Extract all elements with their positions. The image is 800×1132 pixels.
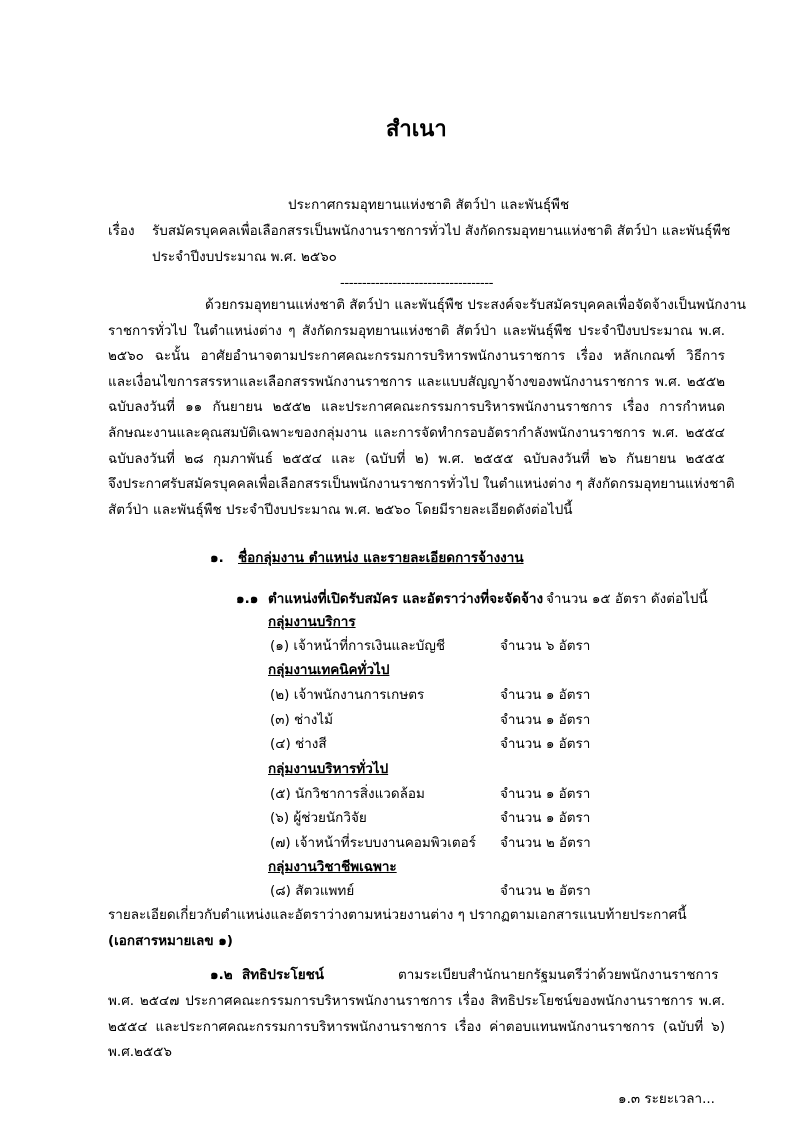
position-label: (๒) เจ้าพนักงานการเกษตร — [270, 687, 425, 703]
page-continuation: ๑.๓ ระยะเวลา... — [618, 1091, 715, 1107]
position-label: (๖) ผู้ช่วยนักวิจัย — [270, 810, 367, 826]
position-count: จำนวน ๒ อัตรา — [500, 835, 591, 851]
section-1-2-line: พ.ศ.๒๕๕๖ — [108, 1044, 172, 1060]
group-name: กลุ่มงานบริการ — [268, 614, 356, 630]
position-label: (๗) เจ้าหน้าที่ระบบงานคอมพิวเตอร์ — [270, 835, 476, 851]
position-count: จำนวน ๒ อัตรา — [500, 883, 591, 899]
section-1-number: ๑. — [210, 550, 224, 566]
intro-line: ๒๕๖๐ ฉะนั้น อาศัยอำนาจตามประกาศคณะกรรมการบริหารพนักงานราชการ เรื่อง หลักเกณฑ์ วิธีการ — [108, 348, 725, 364]
section-1-1-title: ตำแหน่งที่เปิดรับสมัคร และอัตราว่างที่จะจัดจ้าง — [268, 591, 544, 607]
attachment-reference: (เอกสารหมายเลข ๑) — [108, 933, 233, 949]
position-count: จำนวน ๑ อัตรา — [500, 712, 591, 728]
position-count: จำนวน ๑ อัตรา — [500, 810, 591, 826]
section-1-2-number: ๑.๒ — [210, 967, 233, 983]
intro-line: ฉบับลงวันที่ ๒๘ กุมภาพันธ์ ๒๕๕๔ และ (ฉบับที่ ๒) พ.ศ. ๒๕๕๕ ฉบับลงวันที่ ๒๖ กันยายน ๒๕๕๕ — [108, 451, 725, 467]
section-1-title: ชื่อกลุ่มงาน ตำแหน่ง และรายละเอียดการจ้างงาน — [238, 550, 524, 566]
position-count: จำนวน ๑ อัตรา — [500, 687, 591, 703]
section-1-2-title: สิทธิประโยชน์ — [242, 967, 325, 983]
intro-line: ราชการทั่วไป ในตำแหน่งต่าง ๆ สังกัดกรมอุทยานแห่งชาติ สัตว์ป่า และพันธุ์พืช ประจำปีงบประมาณ พ.ศ. — [108, 323, 725, 339]
position-label: (๔) ช่างสี — [270, 736, 327, 752]
separator-line: ----------------------------------- — [340, 275, 493, 291]
subject-line-1: รับสมัครบุคคลเพื่อเลือกสรรเป็นพนักงานราชการทั่วไป สังกัดกรมอุทยานแห่งชาติ สัตว์ป่า และพันธุ์พืช — [152, 223, 731, 239]
subject-line-2: ประจำปีงบประมาณ พ.ศ. ๒๕๖๐ — [152, 249, 337, 265]
intro-line: และเงื่อนไขการสรรหาและเลือกสรรพนักงานราชการ และแบบสัญญาจ้างของพนักงานราชการ พ.ศ. ๒๕๕๒ — [108, 374, 725, 390]
position-count: จำนวน ๑ อัตรา — [500, 786, 591, 802]
announcement-title: ประกาศกรมอุทยานแห่งชาติ สัตว์ป่า และพันธุ์พืช — [288, 197, 570, 213]
subject-label: เรื่อง — [108, 223, 135, 239]
position-count: จำนวน ๖ อัตรา — [500, 638, 591, 654]
section-1-2-line: ตามระเบียบสำนักนายกรัฐมนตรีว่าด้วยพนักงานราชการ — [398, 967, 719, 983]
position-count: จำนวน ๑ อัตรา — [500, 736, 591, 752]
group-name: กลุ่มงานวิชาชีพเฉพาะ — [268, 859, 397, 875]
position-label: (๘) สัตวแพทย์ — [270, 883, 355, 899]
intro-line: ด้วยกรมอุทยานแห่งชาติ สัตว์ป่า และพันธุ์พืช ประสงค์จะรับสมัครบุคคลเพื่อจัดจ้างเป็นพนักงาน — [205, 297, 747, 313]
group-name: กลุ่มงานเทคนิคทั่วไป — [268, 662, 390, 678]
group-name: กลุ่มงานบริหารทั่วไป — [268, 761, 389, 777]
intro-line: สัตว์ป่า และพันธุ์พืช ประจำปีงบประมาณ พ.ศ. ๒๕๖๐ โดยมีรายละเอียดดังต่อไปนี้ — [108, 502, 573, 518]
section-1-1-summary: จำนวน ๑๕ อัตรา ดังต่อไปนี้ — [546, 591, 708, 607]
section-1-2-line: พ.ศ. ๒๕๔๗ ประกาศคณะกรรมการบริหารพนักงานราชการ เรื่อง สิทธิประโยชน์ของพนักงานราชการ พ.ศ. — [108, 993, 725, 1009]
position-label: (๑) เจ้าหน้าที่การเงินและบัญชี — [270, 638, 446, 654]
intro-line: ฉบับลงวันที่ ๑๑ กันยายน ๒๕๕๒ และประกาศคณะกรรมการบริหารพนักงานราชการ เรื่อง การกำหนด — [108, 399, 725, 415]
intro-line: ลักษณะงานและคุณสมบัติเฉพาะของกลุ่มงาน และการจัดทำกรอบอัตรากำลังพนักงานราชการ พ.ศ. ๒๕๕๔ — [108, 425, 725, 441]
intro-line: จึงประกาศรับสมัครบุคคลเพื่อเลือกสรรเป็นพนักงานราชการทั่วไป ในตำแหน่งต่าง ๆ สังกัดกรมอุทยานแห่งชาติ — [108, 476, 735, 492]
section-1-1-number: ๑.๑ — [236, 591, 259, 607]
position-label: (๓) ช่างไม้ — [270, 712, 334, 728]
details-note: รายละเอียดเกี่ยวกับตำแหน่งและอัตราว่างตามหน่วยงานต่าง ๆ ปรากฏตามเอกสารแนบท้ายประกาศนี้ — [108, 907, 687, 923]
copy-label: สำเนา — [386, 117, 447, 142]
section-1-2-line: ๒๕๕๔ และประกาศคณะกรรมการบริหารพนักงานราชการ เรื่อง ค่าตอบแทนพนักงานราชการ (ฉบับที่ ๖) — [108, 1019, 725, 1035]
position-label: (๕) นักวิชาการสิ่งแวดล้อม — [270, 786, 425, 802]
